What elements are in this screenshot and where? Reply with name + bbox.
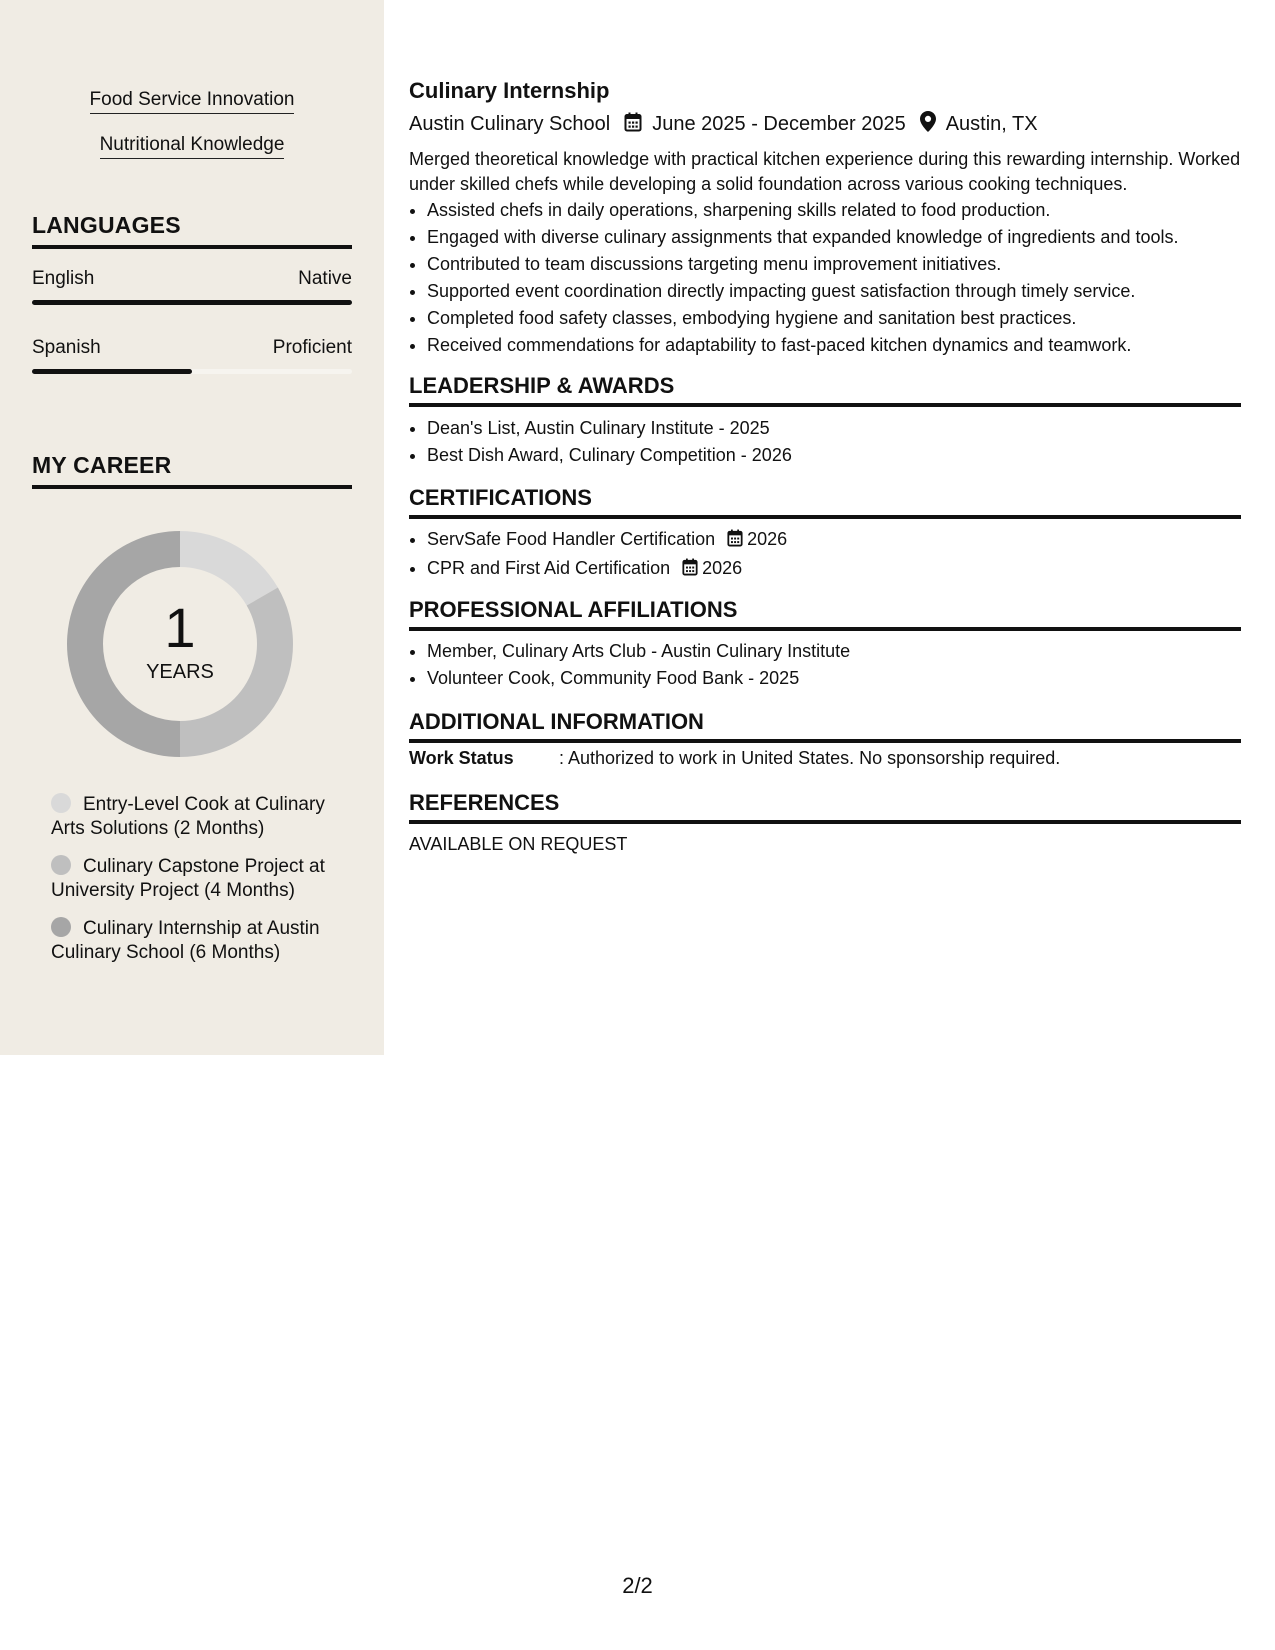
list-item: • Supported event coordination directly impacting guest satisfaction through timely service. bbox=[427, 278, 1241, 305]
language-row bbox=[32, 268, 352, 290]
list-item: • Dean's List, Austin Culinary Institute - 2025 bbox=[427, 415, 1241, 442]
certification-name: ServSafe Food Handler Certification bbox=[427, 529, 716, 549]
career-donut-chart bbox=[67, 531, 293, 757]
language-level: Native bbox=[298, 268, 352, 289]
list-item: • Engaged with diverse culinary assignments that expanded knowledge of ingredients and tools. bbox=[427, 224, 1241, 251]
language-level: Proficient bbox=[272, 337, 352, 358]
location-pin-icon bbox=[920, 111, 936, 138]
job-meta bbox=[409, 111, 1038, 138]
additional-info-heading: ADDITIONAL INFORMATION bbox=[409, 709, 1241, 743]
career-years-unit: YEARS bbox=[146, 660, 214, 683]
job-title: Culinary Internship bbox=[409, 78, 610, 103]
certification-year: 2026 bbox=[747, 529, 788, 549]
language-name: Spanish bbox=[32, 337, 101, 358]
certifications-heading: CERTIFICATIONS bbox=[409, 485, 1241, 519]
list-item: • Received commendations for adaptability to fast-paced kitchen dynamics and teamwork. bbox=[427, 332, 1241, 359]
language-name: English bbox=[32, 268, 95, 289]
work-status-row bbox=[409, 748, 1060, 769]
references-heading: REFERENCES bbox=[409, 790, 1241, 824]
job-company: Austin Culinary School bbox=[409, 113, 611, 135]
legend-dot bbox=[51, 855, 71, 875]
skill-label: Nutritional Knowledge bbox=[100, 134, 285, 159]
career-item-text: Entry-Level Cook at Culinary Arts Solutions (2 Months) bbox=[51, 794, 325, 839]
languages-heading: LANGUAGES bbox=[32, 212, 352, 249]
career-item bbox=[51, 917, 331, 965]
job-location: Austin, TX bbox=[945, 113, 1038, 135]
list-item bbox=[427, 526, 1241, 555]
leadership-list bbox=[409, 415, 1241, 469]
language-row bbox=[32, 337, 352, 359]
career-item-text: Culinary Internship at Austin Culinary School (6 Months) bbox=[51, 918, 320, 963]
list-item: • Member, Culinary Arts Club - Austin Culinary Institute bbox=[427, 638, 1241, 665]
skill-item bbox=[0, 89, 384, 111]
job-description-block bbox=[409, 147, 1241, 359]
list-item: • Best Dish Award, Culinary Competition - 2026 bbox=[427, 442, 1241, 469]
job-description: Merged theoretical knowledge with practical kitchen experience during this rewarding internship. Worked under skilled chefs while developing a solid foundation across various cooking techniques. bbox=[409, 149, 1241, 194]
language-proficiency-bar bbox=[32, 300, 352, 305]
proficiency-fill bbox=[32, 369, 192, 374]
career-item bbox=[51, 855, 331, 903]
donut-center bbox=[67, 531, 293, 757]
career-item-text: Culinary Capstone Project at University Project (4 Months) bbox=[51, 856, 325, 901]
legend-dot bbox=[51, 793, 71, 813]
job-bullets bbox=[409, 197, 1241, 359]
calendar-icon bbox=[727, 528, 743, 555]
language-proficiency-bar bbox=[32, 369, 352, 374]
work-status-label: Work Status bbox=[409, 748, 514, 768]
certification-name: CPR and First Aid Certification bbox=[427, 558, 671, 578]
certification-year: 2026 bbox=[702, 558, 743, 578]
page-number: 2/2 bbox=[622, 1573, 653, 1598]
job-dates: June 2025 - December 2025 bbox=[652, 113, 906, 135]
skill-label: Food Service Innovation bbox=[90, 89, 295, 114]
sidebar bbox=[0, 0, 384, 1055]
list-item bbox=[427, 555, 1241, 584]
list-item: • Completed food safety classes, embodying hygiene and sanitation best practices. bbox=[427, 305, 1241, 332]
affiliations-heading: PROFESSIONAL AFFILIATIONS bbox=[409, 597, 1241, 631]
leadership-heading: LEADERSHIP & AWARDS bbox=[409, 373, 1241, 407]
career-years-value: 1 bbox=[164, 595, 196, 659]
certifications-list bbox=[409, 526, 1241, 584]
skill-item bbox=[0, 134, 384, 156]
career-item bbox=[51, 793, 331, 841]
calendar-icon bbox=[682, 557, 698, 584]
list-item: • Assisted chefs in daily operations, sharpening skills related to food production. bbox=[427, 197, 1241, 224]
proficiency-fill bbox=[32, 300, 352, 305]
list-item: • Volunteer Cook, Community Food Bank - 2025 bbox=[427, 665, 1241, 692]
references-text: AVAILABLE ON REQUEST bbox=[409, 834, 628, 854]
affiliations-list bbox=[409, 638, 1241, 692]
career-heading: MY CAREER bbox=[32, 452, 352, 489]
work-status-value: : Authorized to work in United States. No sponsorship required. bbox=[559, 748, 1061, 768]
calendar-icon bbox=[624, 112, 642, 138]
legend-dot bbox=[51, 917, 71, 937]
list-item: • Contributed to team discussions targeting menu improvement initiatives. bbox=[427, 251, 1241, 278]
